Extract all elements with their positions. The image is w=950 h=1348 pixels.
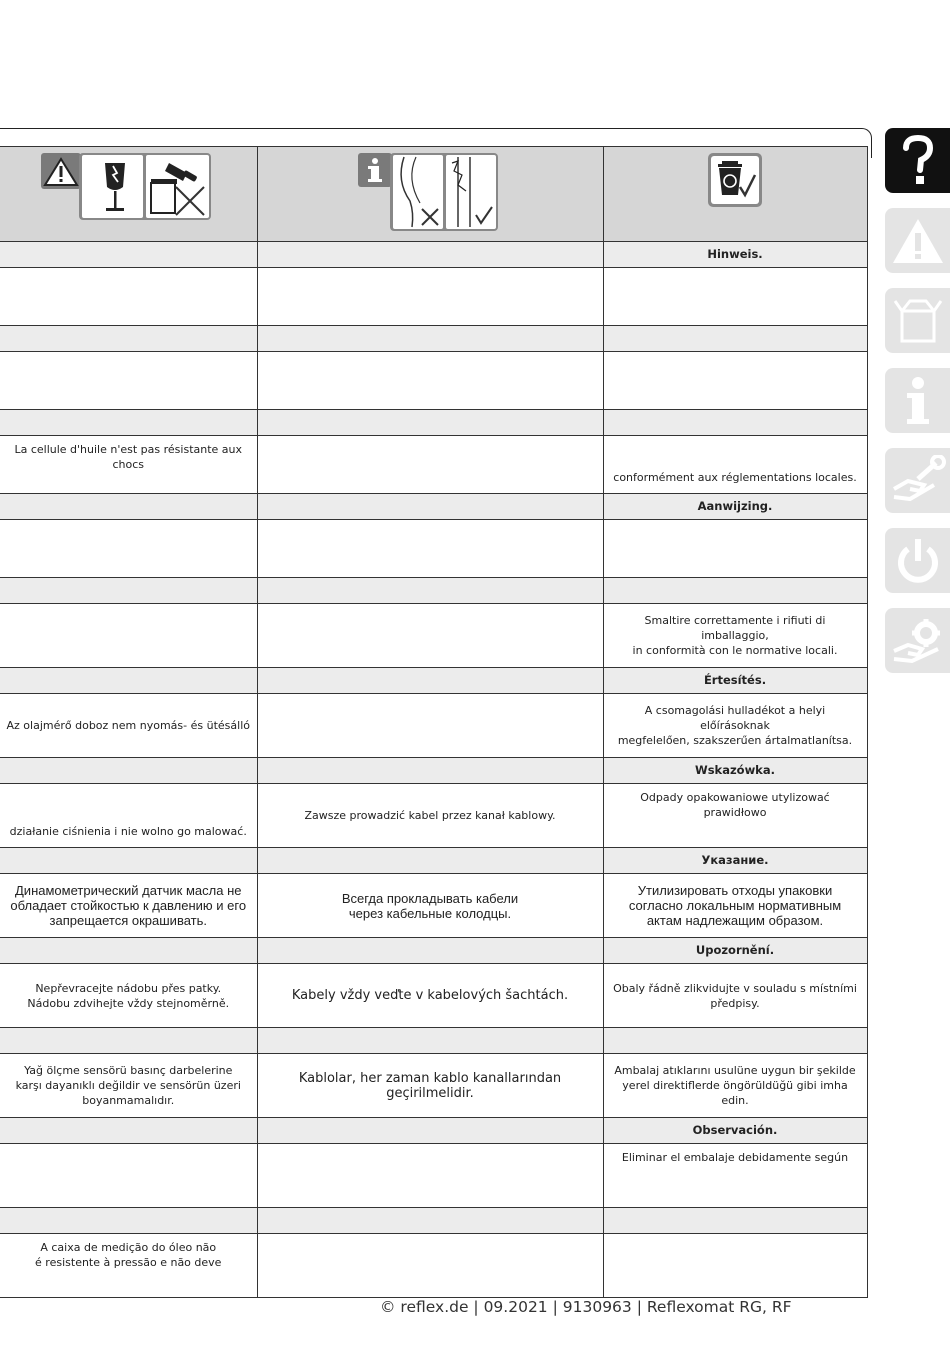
table-label-row [0,668,867,694]
label-cell-3 [603,578,867,604]
table-body-row [0,784,867,848]
text-cell-1: Динамометрический датчик масла не обладает стойкостью к давлению и его запрещается окрашивать. [0,874,257,938]
label-cell-2 [257,938,603,964]
table-label-row [0,326,867,352]
label-cell-1 [0,1208,257,1234]
label-cell-2 [257,758,603,784]
icon-cell-warnings [0,147,257,242]
info-icon [358,153,392,187]
table-body-row [0,436,867,494]
text-cell-3: Obaly řádně zlikvidujte v souladu s místními předpisy. [603,964,867,1028]
info-icon [903,375,933,427]
text-cell-1 [0,520,257,578]
table-body-row [0,352,867,410]
text-cell-1: działanie ciśnienia i nie wolno go malować. [0,784,257,848]
text-cell-1 [0,604,257,668]
label-cell-1 [0,848,257,874]
label-cell-1 [0,938,257,964]
text-cell-3 [603,268,867,326]
wrench-hand-icon [890,455,946,507]
warning-icon [891,216,945,266]
text-cell-2 [257,1144,603,1208]
text-cell-2: Kabely vždy veďte v kabelových šachtách. [257,964,603,1028]
service-tab[interactable] [885,448,950,513]
label-cell-1 [0,494,257,520]
text-cell-1: Yağ ölçme sensörü basınç darbelerine karşı dayanıklı değildir ve sensörün üzeri boyanmamalıdır. [0,1054,257,1118]
table-label-row [0,242,867,268]
table-body-row [0,1234,867,1298]
icon-cell-information [257,147,603,242]
label-cell-2 [257,242,603,268]
text-cell-2 [257,694,603,758]
text-cell-3 [603,1234,867,1298]
question-icon [898,134,938,188]
text-cell-2 [257,268,603,326]
label-cell-3 [603,410,867,436]
table-body-row [0,520,867,578]
box-icon [892,295,944,347]
table-label-row [0,494,867,520]
label-cell-3: Observación. [603,1118,867,1144]
text-cell-3: Odpady opakowaniowe utylizować prawidłowo [603,784,867,848]
table-label-row [0,1028,867,1054]
text-cell-3: Smaltire correttamente i rifiuti di imballaggio, in conformità con le normative locali. [603,604,867,668]
text-cell-2 [257,520,603,578]
text-cell-2 [257,604,603,668]
table-label-row [0,758,867,784]
text-cell-3: Eliminar el embalaje debidamente según [603,1144,867,1208]
table-body-row [0,1054,867,1118]
label-cell-2 [257,578,603,604]
text-cell-3: Утилизировать отходы упаковки согласно локальным нормативным актам надлежащим образом. [603,874,867,938]
label-cell-2 [257,1208,603,1234]
text-cell-1: A caixa de medição do óleo não é resistente à pressão e não deve [0,1234,257,1298]
icon-header-row [0,147,867,242]
label-cell-3: Értesítés. [603,668,867,694]
label-cell-3 [603,326,867,352]
safety-tab[interactable] [885,208,950,273]
label-cell-1 [0,242,257,268]
recycling-bin-icon [706,151,764,209]
maintenance-tab[interactable] [885,608,950,673]
packaging-tab[interactable] [885,288,950,353]
label-cell-3: Upozornění. [603,938,867,964]
label-cell-1 [0,1118,257,1144]
label-cell-1 [0,668,257,694]
label-cell-1 [0,1028,257,1054]
text-cell-2: Всегда прокладывать кабели через кабельные колодцы. [257,874,603,938]
text-cell-1: La cellule d'huile n'est pas résistante aux chocs [0,436,257,494]
text-cell-2: Kablolar, her zaman kablo kanallarından geçirilmelidir. [257,1054,603,1118]
table-body-row [0,604,867,668]
warning-triangle-icon [41,153,81,189]
text-cell-1 [0,268,257,326]
gear-hand-icon [890,615,946,667]
label-cell-3: Aanwijzing. [603,494,867,520]
table-body-row [0,268,867,326]
power-icon [893,536,943,586]
text-cell-2 [257,352,603,410]
table-label-row [0,1208,867,1234]
text-cell-1: Az olajmérő doboz nem nyomás- és ütésálló [0,694,257,758]
label-cell-2 [257,494,603,520]
label-cell-1 [0,410,257,436]
text-cell-3 [603,520,867,578]
label-cell-1 [0,758,257,784]
label-cell-3: Hinweis. [603,242,867,268]
instruction-table [0,146,868,1298]
table-label-row [0,938,867,964]
label-cell-2 [257,1118,603,1144]
table-body-row [0,694,867,758]
faq-tab[interactable] [885,128,950,193]
text-cell-3: A csomagolási hulladékot a helyi előírásoknak megfelelően, szakszerűen ártalmatlanítsa. [603,694,867,758]
text-cell-3 [603,352,867,410]
label-cell-1 [0,578,257,604]
label-cell-3 [603,1028,867,1054]
label-cell-2 [257,326,603,352]
table-label-row [0,410,867,436]
info-tab[interactable] [885,368,950,433]
side-navigation [885,128,950,688]
label-cell-2 [257,1028,603,1054]
text-cell-3: Ambalaj atıklarını usulüne uygun bir şekilde yerel direktiflerde öngörüldüğü gibi imha edin. [603,1054,867,1118]
footer-copyright: © reflex.de | 09.2021 | 9130963 | Reflexomat RG, RF [380,1298,792,1316]
label-cell-2 [257,410,603,436]
text-cell-3: conformément aux réglementations locales. [603,436,867,494]
table-body-row [0,964,867,1028]
table-label-row [0,1118,867,1144]
text-cell-1: Nepřevracejte nádobu přes patky. Nádobu zdvihejte vždy stejnoměrně. [0,964,257,1028]
text-cell-1 [0,352,257,410]
warning-pictogram-group [41,151,216,223]
icon-cell-disposal [603,147,867,242]
text-cell-2: Zawsze prowadzić kabel przez kanał kablowy. [257,784,603,848]
table-label-row [0,578,867,604]
label-cell-2 [257,848,603,874]
table-body-row [0,874,867,938]
power-tab[interactable] [885,528,950,593]
label-cell-1 [0,326,257,352]
label-cell-3: Wskazówka. [603,758,867,784]
text-cell-1 [0,1144,257,1208]
text-cell-2 [257,1234,603,1298]
label-cell-2 [257,668,603,694]
label-cell-3: Указание. [603,848,867,874]
info-pictogram-group [358,151,503,233]
label-cell-3 [603,1208,867,1234]
table-body-row [0,1144,867,1208]
table-label-row [0,848,867,874]
text-cell-2 [257,436,603,494]
